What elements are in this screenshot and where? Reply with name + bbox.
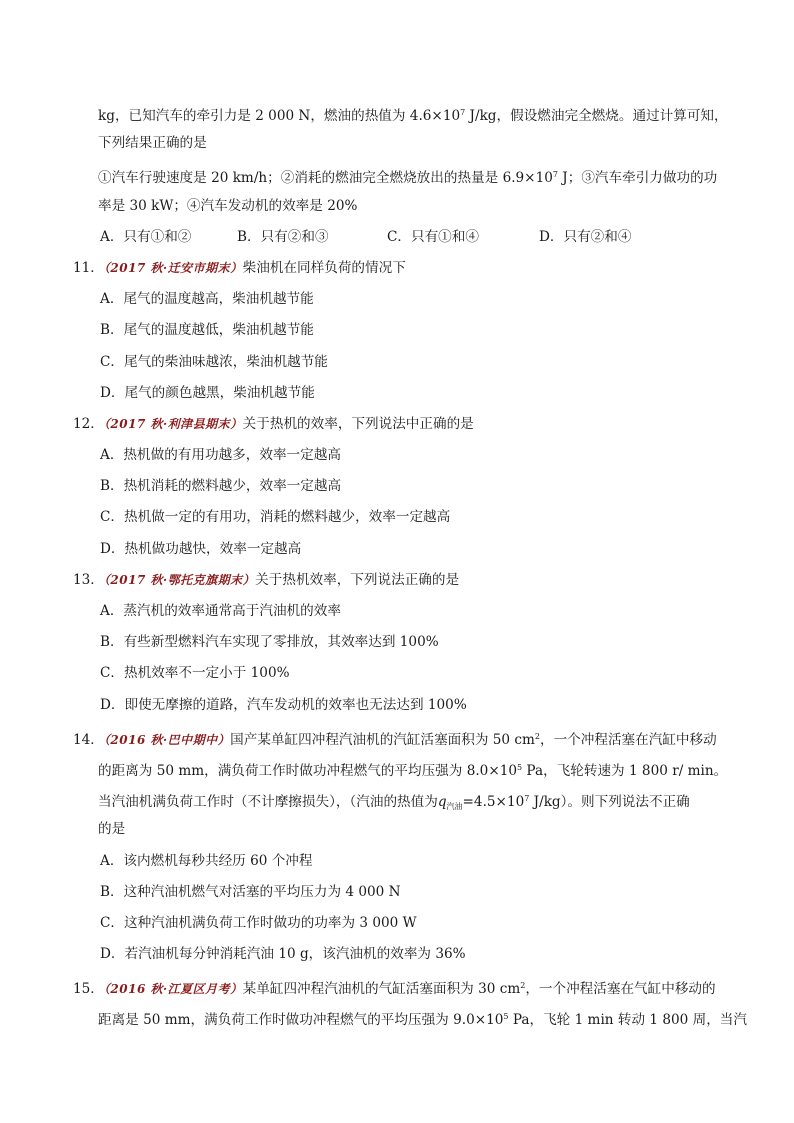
q12-option-c: C．热机做一定的有用功，消耗的燃料越少，效率一定越高 bbox=[100, 509, 451, 526]
q11-option-c: C．尾气的柴油味越浓，柴油机越节能 bbox=[100, 353, 328, 370]
question-stem: 关于热机效率，下列说法正确的是 bbox=[255, 571, 460, 588]
question-number: 14． bbox=[73, 731, 104, 748]
q10-option-c: C．只有①和④ bbox=[387, 228, 479, 245]
q15-stem-line-1 bbox=[73, 970, 728, 1001]
superscript: 7 bbox=[460, 108, 466, 117]
q10-option-d: D．只有②和④ bbox=[539, 228, 632, 245]
q13-stem bbox=[73, 565, 728, 596]
question-stem: 距离是 50 mm，满负荷工作时做功冲程燃气的平均压强为 9.0×10 bbox=[98, 1012, 504, 1029]
question-source: （2017 秋·迁安市期末） bbox=[103, 260, 243, 275]
q15-stem-line-2 bbox=[98, 1001, 747, 1032]
question-stem: Pa，飞轮转速为 1 800 r/ min。 bbox=[522, 762, 728, 779]
question-stem: ，一个冲程活塞在汽缸中移动 bbox=[540, 731, 717, 748]
q13-option-b: B．有些新型燃料汽车实现了零排放，其效率达到 100% bbox=[100, 634, 439, 651]
q14-option-c: C．这种汽油机满负荷工作时做功的功率为 3 000 W bbox=[100, 914, 417, 931]
q13-option-c: C．热机效率不一定小于 100% bbox=[100, 665, 290, 682]
question-number: 11． bbox=[73, 259, 104, 276]
question-stem: Pa，飞轮 1 min 转动 1 800 周，当汽 bbox=[508, 1012, 747, 1029]
q11-option-b: B．尾气的温度越低，柴油机越节能 bbox=[100, 322, 314, 339]
question-stem: 国产某单缸四冲程汽油机的汽缸活塞面积为 50 cm bbox=[230, 731, 535, 748]
question-list bbox=[73, 97, 747, 1033]
q11-option-d: D．尾气的颜色越黑，柴油机越节能 bbox=[100, 384, 315, 401]
q12-option-d: D．热机做功越快，效率一定越高 bbox=[100, 540, 302, 557]
superscript: 2 bbox=[520, 981, 526, 991]
superscript: 5 bbox=[503, 1012, 509, 1022]
question-number: 12． bbox=[73, 415, 104, 432]
subscript: 汽油 bbox=[446, 802, 463, 812]
q10-line-3 bbox=[98, 159, 728, 190]
q11-option-a: A．尾气的温度越高，柴油机越节能 bbox=[100, 291, 314, 308]
q10-text: J/kg，假设燃油完全燃烧。通过计算可知， bbox=[465, 108, 728, 124]
q14-stem-line-4: 的是 bbox=[98, 821, 126, 838]
q10-option-b: B．只有②和③ bbox=[237, 228, 329, 245]
q11-stem bbox=[73, 253, 728, 284]
superscript: 7 bbox=[552, 170, 558, 180]
question-source: （2016 秋·江夏区月考） bbox=[103, 982, 243, 997]
q14-stem-line-1 bbox=[73, 721, 728, 752]
question-stem: 关于热机的效率，下列说法中正确的是 bbox=[242, 415, 474, 432]
question-source: （2017 秋·鄂托克旗期末） bbox=[103, 572, 256, 587]
q10-line-4: 率是 30 kW；④汽车发动机的效率是 20% bbox=[98, 197, 358, 214]
question-number: 13． bbox=[73, 571, 104, 588]
q10-option-a: A．只有①和② bbox=[100, 228, 192, 245]
superscript: 7 bbox=[524, 794, 530, 804]
superscript: 5 bbox=[517, 762, 523, 772]
question-stem: J/kg）。则下列说法不正确 bbox=[529, 794, 690, 811]
question-source: （2017 秋·利津县期末） bbox=[103, 416, 243, 431]
q14-option-a: A．该内燃机每秒共经历 60 个冲程 bbox=[100, 852, 313, 869]
question-number: 15． bbox=[73, 981, 104, 998]
q10-line-1 bbox=[98, 97, 728, 128]
question-stem: 的距离为 50 mm，满负荷工作时做功冲程燃气的平均压强为 8.0×10 bbox=[98, 762, 518, 779]
question-source: （2016 秋·巴中期中） bbox=[103, 732, 231, 747]
q14-stem-line-3 bbox=[98, 783, 728, 814]
q10-line-2: 下列结果正确的是 bbox=[98, 135, 207, 152]
q13-option-d: D．即使无摩擦的道路，汽车发动机的效率也无法达到 100% bbox=[100, 696, 467, 713]
q10-text: kg，已知汽车的牵引力是 2 000 N，燃油的热值为 4.6×10 bbox=[98, 108, 461, 124]
q14-option-d: D．若汽油机每分钟消耗汽油 10 g，该汽油机的效率为 36% bbox=[100, 946, 466, 963]
q13-option-a: A．蒸汽机的效率通常高于汽油机的效率 bbox=[100, 603, 341, 619]
superscript: 2 bbox=[534, 731, 540, 741]
q12-option-b: B．热机消耗的燃料越少，效率一定越高 bbox=[100, 478, 342, 495]
question-stem: ，一个冲程活塞在气缸中移动的 bbox=[525, 981, 716, 998]
q10-text: J；③汽车牵引力做功的功 bbox=[557, 170, 718, 187]
q10-options bbox=[98, 222, 728, 253]
q12-option-a: A．热机做的有用功越多，效率一定越高 bbox=[100, 447, 341, 464]
q14-stem-line-2 bbox=[98, 752, 728, 783]
q14-option-b: B．这种汽油机燃气对活塞的平均压力为 4 000 N bbox=[100, 883, 401, 900]
heat-value-symbol: q bbox=[437, 794, 447, 811]
question-stem: 柴油机在同样负荷的情况下 bbox=[242, 259, 406, 276]
q12-stem bbox=[73, 409, 728, 440]
q10-text: ①汽车行驶速度是 20 km/h；②消耗的燃油完全燃烧放出的热量是 6.9×10 bbox=[98, 170, 553, 187]
question-stem: 当汽油机满负荷工作时（不计摩擦损失），（汽油的热值为 bbox=[98, 794, 438, 811]
question-stem: 某单缸四冲程汽油机的气缸活塞面积为 30 cm bbox=[242, 981, 521, 998]
question-stem: =4.5×10 bbox=[462, 794, 525, 811]
